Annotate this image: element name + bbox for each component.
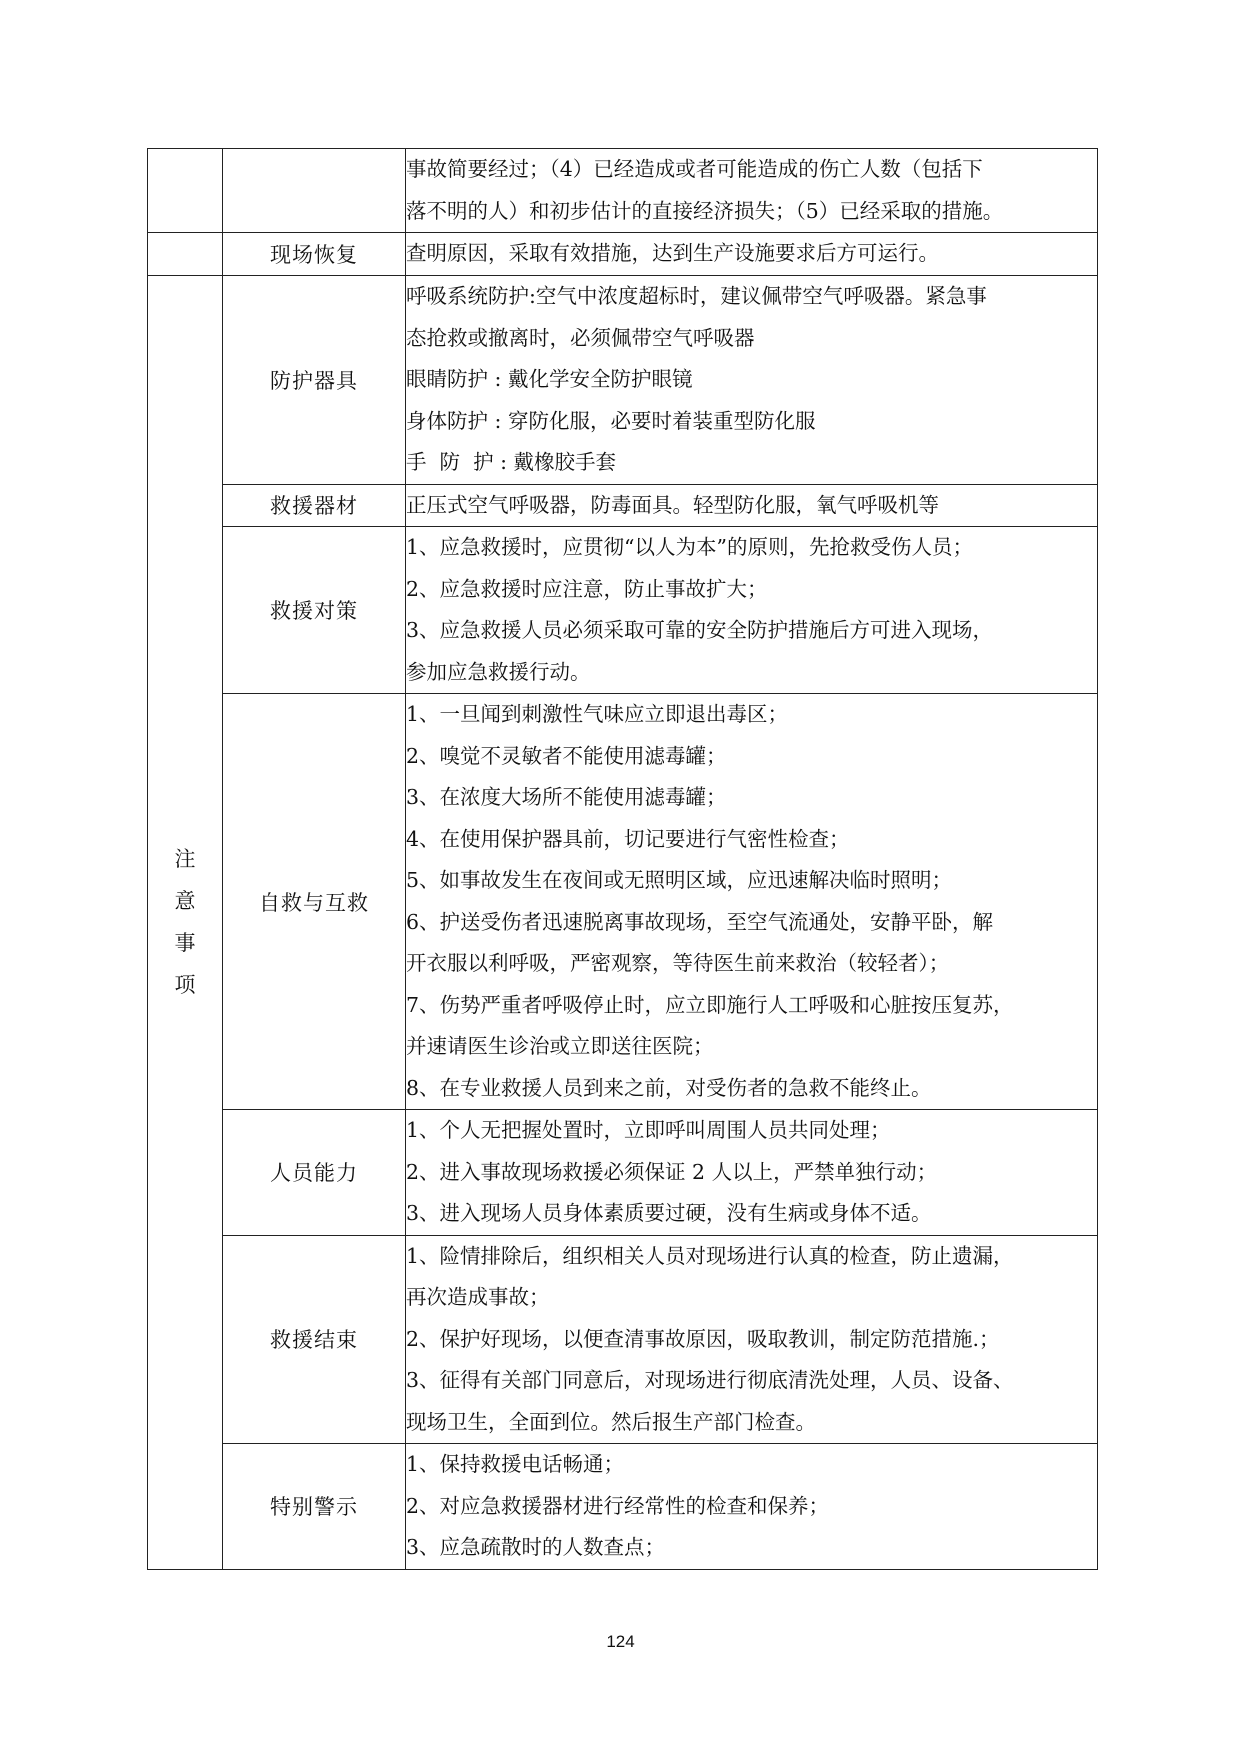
category-cell: 救援结束 [223,1235,406,1444]
table-row [148,276,1098,485]
content-line: 查明原因，采取有效措施，达到生产设施要求后方可运行。 [406,241,939,266]
content-line: 呼吸系统防护:空气中浓度超标时，建议佩带空气呼吸器。紧急事 [406,284,987,308]
content-line: 2、进入事故现场救援必须保证 2 人以上，严禁单独行动； [406,1159,938,1184]
content-cell [406,484,1098,527]
table-row [148,694,1098,1110]
content-line: 7、伤势严重者呼吸停止时，应立即施行人工呼吸和心脏按压复苏， [406,992,1014,1017]
content-line: 落不明的人）和初步估计的直接经济损失；（5）已经采取的措施。 [406,198,1004,223]
content-line: 事故简要经过；（4）已经造成或者可能造成的伤亡人数（包括下 [406,157,983,181]
content-line: 身体防护 : 穿防化服，必要时着装重型防化服 [406,408,816,433]
category-cell: 特别警示 [223,1444,406,1570]
content-line: 眼睛防护 : 戴化学安全防护眼镜 [406,367,693,391]
content-line: 并速请医生诊治或立即送往医院； [406,1034,714,1058]
content-line: 1、应急救援时，应贯彻“以人为本”的原则，先抢救受伤人员； [406,535,974,559]
content-cell [406,1235,1098,1444]
table-row [148,484,1098,527]
section-cell-empty [148,149,223,233]
table-row [148,233,1098,276]
content-line: 2、应急救援时应注意，防止事故扩大； [406,576,768,601]
table-row [148,149,1098,233]
content-cell [406,276,1098,485]
content-cell [406,149,1098,233]
content-line: 2、对应急救援器材进行经常性的检查和保养； [406,1493,830,1518]
content-line: 再次造成事故； [406,1285,550,1309]
content-line: 3、在浓度大场所不能使用滤毒罐； [406,785,727,809]
content-line: 2、保护好现场，以便查清事故原因，吸取教训，制定防范措施.； [406,1326,1000,1351]
content-line: 5、如事故发生在夜间或无照明区域，应迅速解决临时照明； [406,868,953,892]
category-cell: 现场恢复 [223,233,406,276]
content-line: 参加应急救援行动。 [406,659,591,684]
content-cell [406,1444,1098,1570]
section-label-char: 意 [174,889,196,914]
table-row [148,1110,1098,1236]
content-line: 开衣服以利呼吸，严密观察，等待医生前来救治（较轻者）； [406,951,950,975]
content-line: 3、应急救援人员必须采取可靠的安全防护措施后方可进入现场， [406,618,994,642]
category-cell: 救援器材 [223,484,406,527]
content-cell [406,527,1098,694]
content-line: 6、护送受伤者迅速脱离事故现场，至空气流通处，安静平卧，解 [406,909,994,934]
category-cell: 救援对策 [223,527,406,694]
content-line: 8、在专业救援人员到来之前，对受伤者的急救不能终止。 [406,1075,932,1100]
content-line: 3、进入现场人员身体素质要过硬，没有生病或身体不适。 [406,1201,932,1225]
content-line: 手 防 护 : 戴橡胶手套 [406,450,617,474]
category-cell-empty [223,149,406,233]
content-cell [406,1110,1098,1236]
content-line: 1、个人无把握处置时，立即呼叫周围人员共同处理； [406,1118,891,1142]
emergency-table [147,148,1098,1570]
table-row [148,1444,1098,1570]
content-line: 3、征得有关部门同意后，对现场进行彻底清洗处理，人员、设备、 [406,1368,1014,1392]
content-line: 2、嗅觉不灵敏者不能使用滤毒罐； [406,743,727,768]
page-number: 124 [606,1632,635,1651]
section-label-char: 事 [174,931,196,956]
category-cell: 人员能力 [223,1110,406,1236]
category-cell: 防护器具 [223,276,406,485]
content-cell [406,694,1098,1110]
content-line: 1、险情排除后，组织相关人员对现场进行认真的检查，防止遗漏， [406,1243,1014,1268]
table-row [148,527,1098,694]
content-line: 1、一旦闻到刺激性气味应立即退出毒区； [406,702,789,726]
content-line: 3、应急疏散时的人数查点； [406,1535,666,1559]
content-line: 1、保持救援电话畅通； [406,1452,625,1476]
content-line: 正压式空气呼吸器，防毒面具。轻型防化服，氧气呼吸机等 [406,492,939,517]
category-cell: 自救与互救 [223,694,406,1110]
section-label [148,276,223,1570]
content-line: 4、在使用保护器具前，切记要进行气密性检查； [406,826,850,851]
section-label-char: 项 [174,973,196,998]
content-line: 现场卫生，全面到位。然后报生产部门检查。 [406,1409,816,1434]
content-line: 态抢救或撤离时，必须佩带空气呼吸器 [406,325,755,350]
section-cell-empty [148,233,223,276]
table-row [148,1235,1098,1444]
section-label-char: 注 [174,847,196,872]
content-cell [406,233,1098,276]
